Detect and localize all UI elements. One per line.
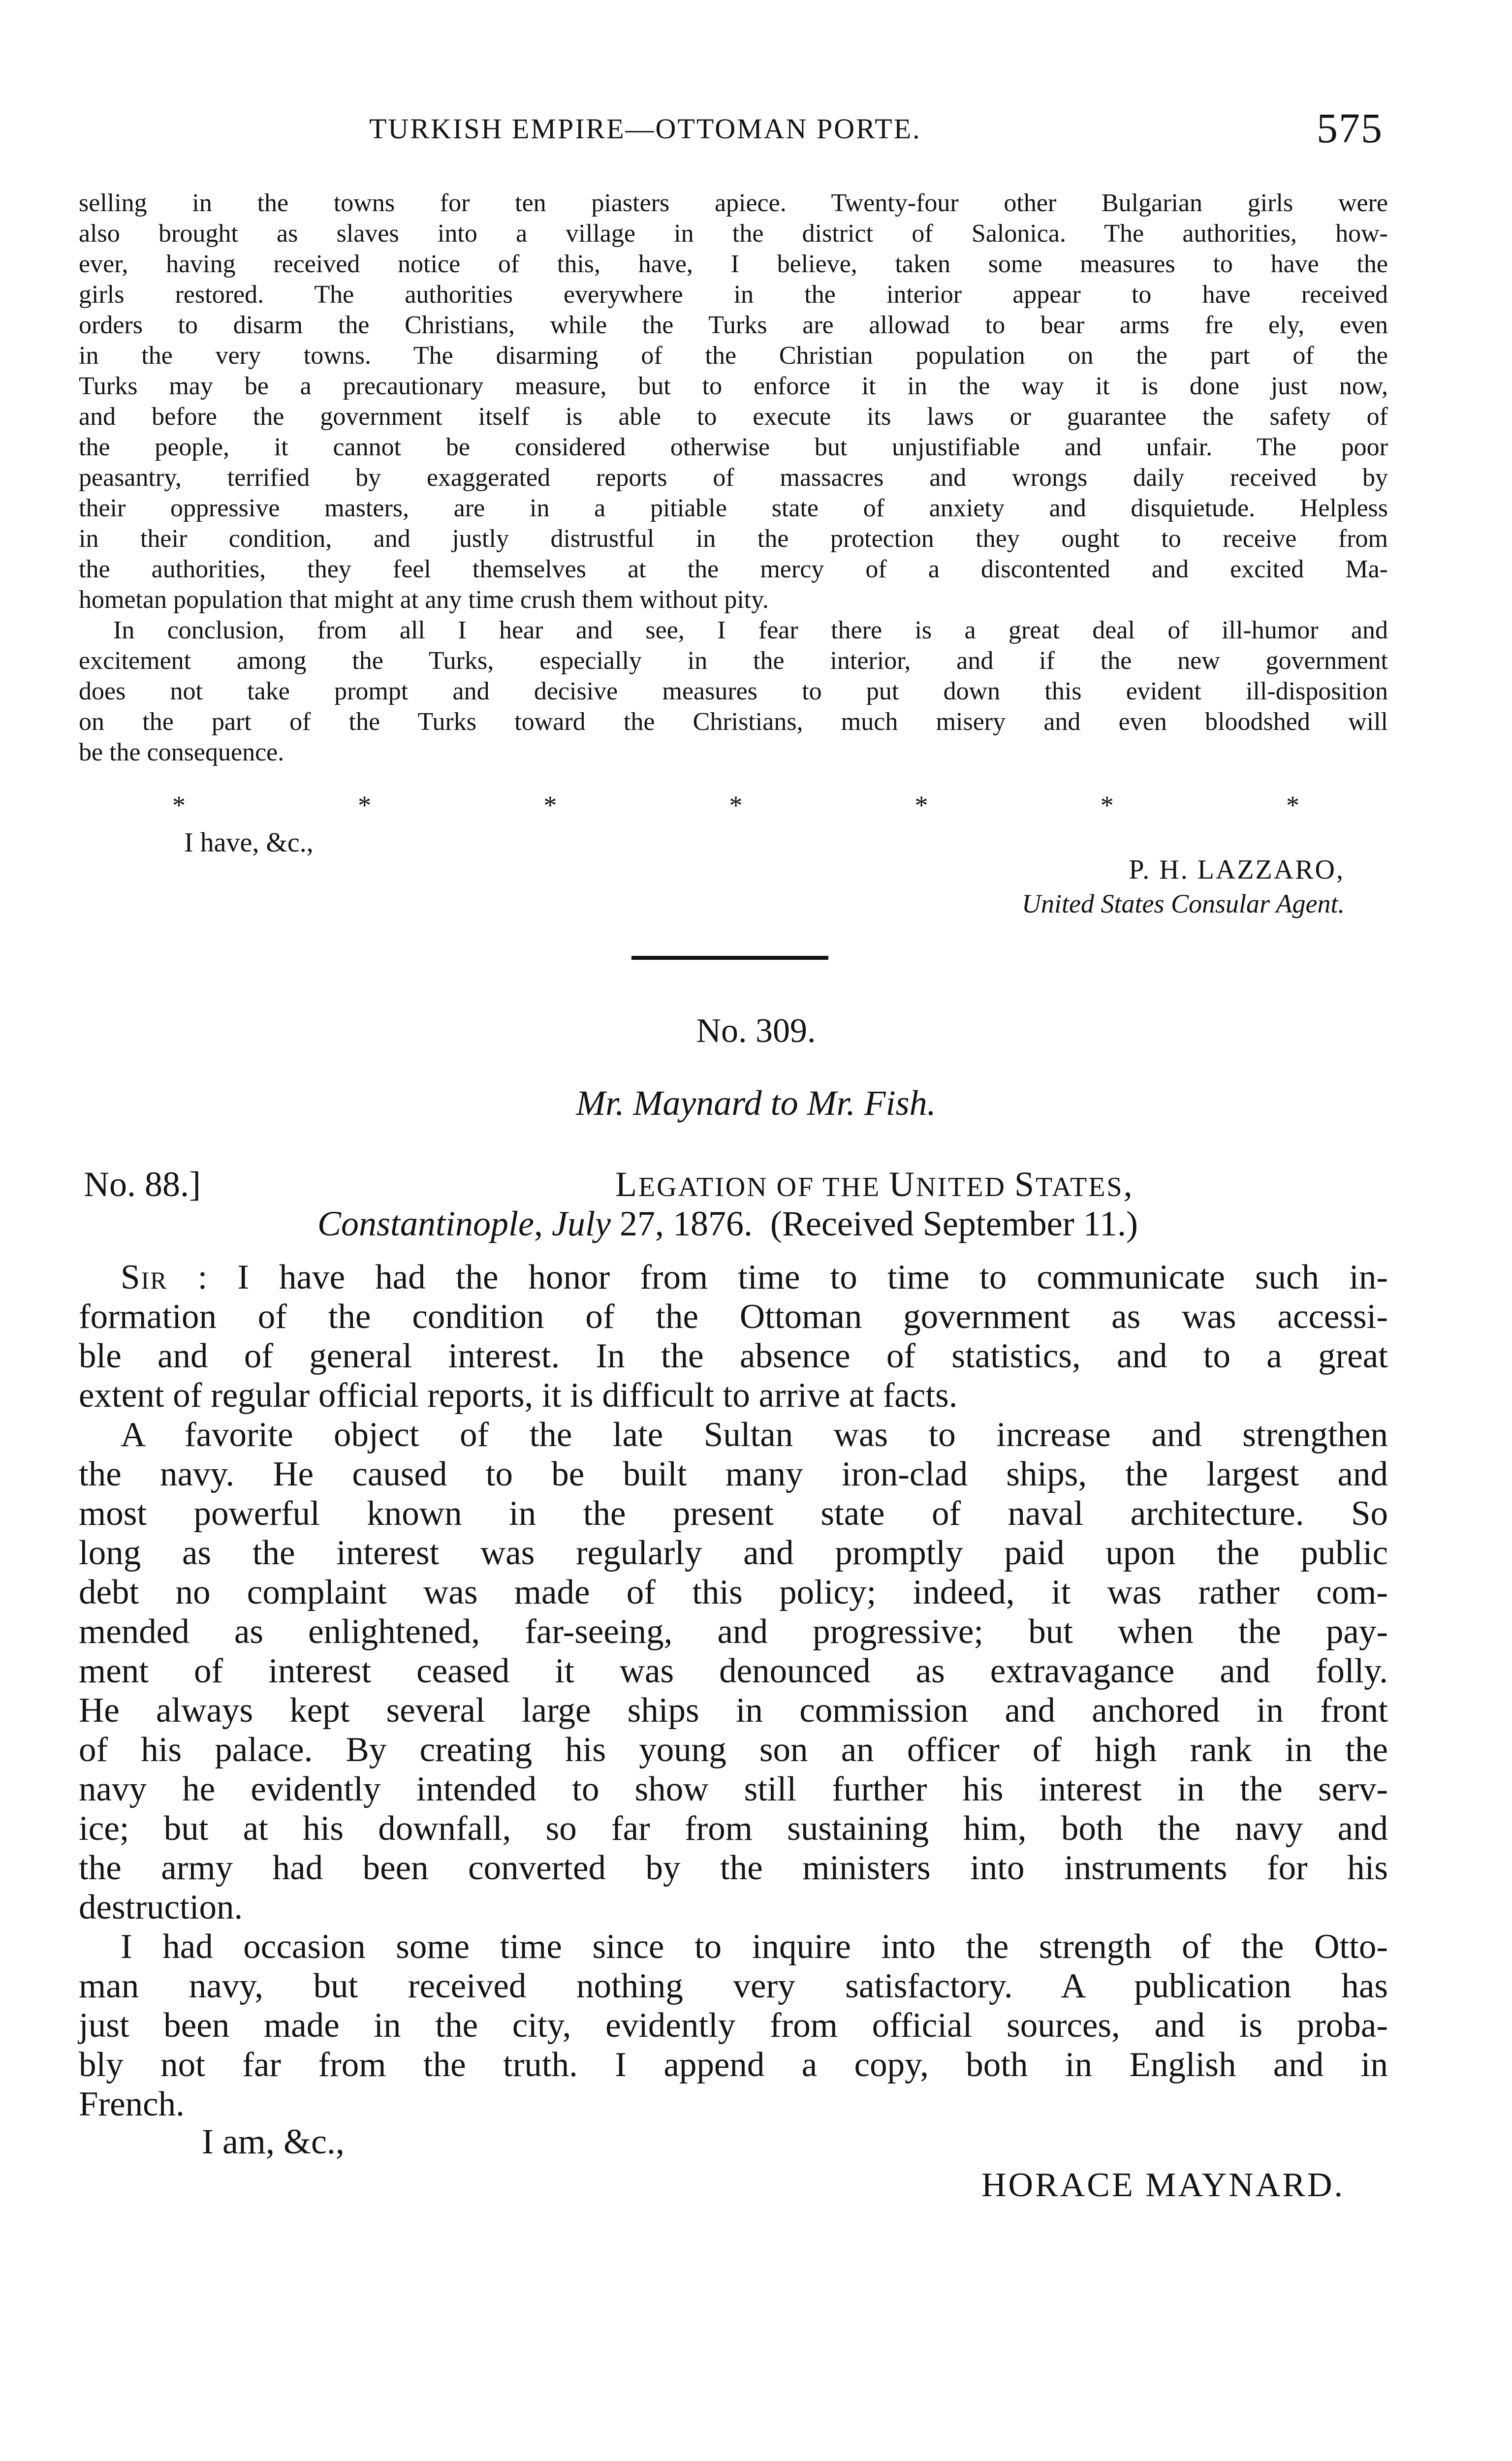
text-line: excitement among the Turks, especially in the interior, and if the new government (79, 647, 1388, 675)
text-line: their oppressive masters, are in a pitiable state of anxiety and disquietude. Helpless (79, 494, 1388, 522)
text-span: : I have had the honor from time to time to communicate such in- (167, 1258, 1388, 1296)
text-line: on the part of the Turks toward the Christians, much misery and even bloodshed will (79, 708, 1388, 736)
text-line: extent of regular official reports, it is difficult to arrive at facts. (79, 1376, 958, 1415)
text-line: selling in the towns for ten piasters apiece. Twenty-four other Bulgarian girls were (79, 189, 1388, 217)
text-line: ice; but at his downfall, so far from sustaining him, both the navy and (79, 1809, 1388, 1848)
text-line: in their condition, and justly distrustful in the protection they ought to receive from (79, 525, 1388, 553)
text-line: man navy, but received nothing very satisfactory. A publication has (79, 1967, 1388, 2005)
previous-letter-signature (852, 854, 1345, 923)
text-line: Turks may be a precautionary measure, but to enforce it in the way it is done just now, (79, 372, 1388, 400)
text-line: bly not far from the truth. I append a copy, both in English and in (79, 2046, 1388, 2084)
legation-part: TATES (1036, 1172, 1124, 1202)
dispatch-number: No. 88.] (84, 1165, 201, 1204)
text-line: be the consequence. (79, 738, 284, 766)
previous-letter-closing: I have, &c., (184, 827, 314, 858)
text-line: mended as enlightened, far-seeing, and progressive; but when the pay- (79, 1612, 1388, 1651)
text-line: does not take prompt and decisive measures to put down this evident ill-disposition (79, 677, 1388, 705)
text-line: just been made in the city, evidently from official sources, and is proba- (79, 2006, 1388, 2045)
text-line: the authorities, they feel themselves at the mercy of a discontented and excited Ma- (79, 555, 1388, 583)
letter-signature: HORACE MAYNARD. (981, 2166, 1345, 2204)
legation-part: U (889, 1165, 916, 1204)
text-line: long as the interest was regularly and promptly paid upon the public (79, 1534, 1388, 1572)
star-mark: * (914, 790, 928, 820)
text-line: ble and of general interest. In the absence of statistics, and to a great (79, 1337, 1388, 1375)
running-title: TURKISH EMPIRE—OTTOMAN PORTE. (369, 113, 921, 145)
legation-part: NITED (916, 1172, 1014, 1202)
text-line: He always kept several large ships in commission and anchored in front (79, 1691, 1388, 1730)
legation-part: L (615, 1165, 638, 1204)
text-line: hometan population that might at any time crush them without pity. (79, 586, 769, 614)
legation-part: S (1014, 1165, 1036, 1204)
document-number: No. 309. (696, 1012, 816, 1050)
star-mark: * (543, 790, 557, 820)
ellipsis-stars (172, 792, 1299, 818)
date-rest: 27, 1876. (610, 1204, 753, 1243)
text-line: French. (79, 2085, 185, 2123)
place-and-date: Constantinople, July 27, 1876. (Received September 11.) (317, 1204, 1138, 1243)
document-title: Mr. Maynard to Mr. Fish. (576, 1083, 936, 1123)
section-divider (631, 956, 828, 960)
text-line: also brought as slaves into a village in the district of Salonica. The authorities, how- (79, 220, 1388, 248)
text-line: In conclusion, from all I hear and see, I fear there is a great deal of ill-humor and (113, 616, 1388, 644)
text-line: and before the government itself is able to execute its laws or guarantee the safety of (79, 403, 1388, 431)
text-line: debt no complaint was made of this policy; indeed, it was rather com- (79, 1573, 1388, 1611)
text-line: I had occasion some time since to inquire into the strength of the Otto- (121, 1927, 1388, 1966)
text-line: ever, having received notice of this, have, I believe, taken some measures to have the (79, 250, 1388, 278)
star-mark: * (1286, 790, 1299, 820)
received-note: (Received September 11.) (770, 1204, 1138, 1243)
text-line (79, 1258, 1388, 1297)
running-header (84, 103, 1383, 158)
star-mark: * (1100, 790, 1114, 820)
signature-name: P. H. LAZZARO, (1129, 854, 1345, 885)
star-mark: * (358, 790, 372, 820)
text-line: peasantry, terrified by exaggerated reports of massacres and wrongs daily received by (79, 464, 1388, 492)
legation-heading (615, 1164, 1134, 1205)
text-line: in the very towns. The disarming of the Christian population on the part of the (79, 342, 1388, 370)
salutation: Sir (121, 1258, 168, 1296)
star-mark: * (172, 790, 186, 820)
legation-part: EGATION OF THE (638, 1172, 889, 1202)
letter-closing: I am, &c., (202, 2122, 345, 2161)
letter-body (79, 1258, 1388, 2124)
text-line: navy he evidently intended to show still further his interest in the serv- (79, 1770, 1388, 1808)
text-line: the army had been converted by the ministers into instruments for his (79, 1849, 1388, 1887)
text-line: of his palace. By creating his young son an officer of high rank in the (79, 1731, 1388, 1769)
date-month: July (552, 1204, 611, 1243)
text-line: A favorite object of the late Sultan was to increase and strengthen (121, 1416, 1388, 1454)
text-line: orders to disarm the Christians, while the Turks are allowad to bear arms fre ely, even (79, 311, 1388, 339)
signature-title: United States Consular Agent. (1022, 889, 1345, 918)
previous-letter-text (79, 188, 1388, 768)
legation-part: , (1123, 1165, 1134, 1204)
text-line: girls restored. The authorities everywhere in the interior appear to have received (79, 281, 1388, 309)
place: Constantinople (317, 1204, 535, 1243)
text-line: most powerful known in the present state of naval architecture. So (79, 1494, 1388, 1533)
page-number: 575 (1317, 104, 1383, 152)
text-line: formation of the condition of the Ottoman government as was accessi- (79, 1297, 1388, 1336)
text-line: ment of interest ceased it was denounced as extravagance and folly. (79, 1652, 1388, 1690)
star-mark: * (729, 790, 743, 820)
text-line: destruction. (79, 1888, 243, 1926)
text-line: the people, it cannot be considered otherwise but unjustifiable and unfair. The poor (79, 433, 1388, 461)
text-line: the navy. He caused to be built many iron-clad ships, the largest and (79, 1455, 1388, 1493)
